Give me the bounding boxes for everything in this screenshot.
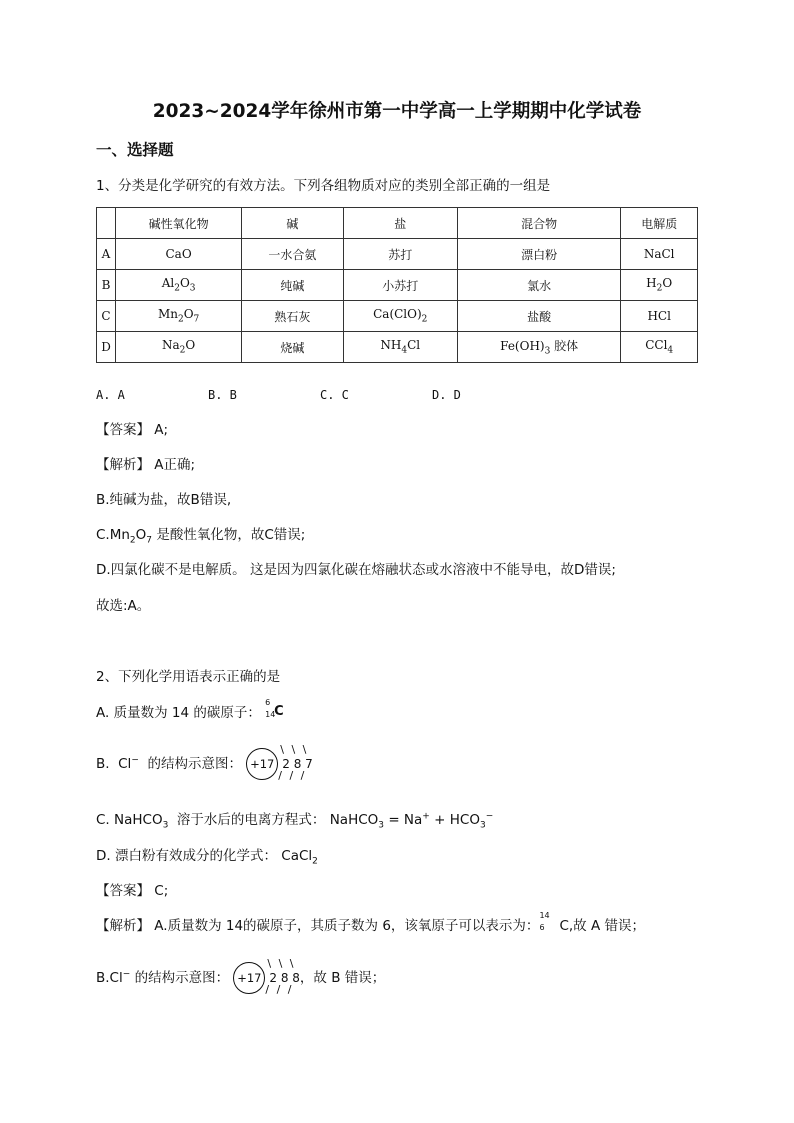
table-cell: HCl: [621, 301, 698, 332]
electron-shells: \ \ \ 2 8 7 / / /: [278, 743, 313, 782]
isotope-symbol: 6 14 C: [265, 698, 284, 719]
table-header-cell: 碱: [242, 208, 343, 239]
table-row: [97, 332, 698, 363]
option-text: 的结构示意图：: [147, 756, 242, 772]
table-cell: $Mn_2O_7$: [116, 301, 242, 332]
table-cell: $H_2O$: [621, 270, 698, 301]
analysis-line: 【解析】 A正确;: [96, 457, 196, 473]
nucleus: +17: [233, 962, 265, 994]
atom-structure-diagram: [246, 743, 313, 782]
table-cell: 一水合氨: [242, 239, 343, 270]
analysis-line: B.纯碱为盐，故B错误,: [96, 492, 232, 508]
table-cell: 熟石灰: [242, 301, 343, 332]
table-row: [97, 301, 698, 332]
option-d[interactable]: D. 漂白粉有效成分的化学式： CaCl$_2$: [96, 848, 318, 867]
table-cell: CCl$_4$: [621, 332, 698, 363]
table-cell: $NH_4Cl$: [343, 332, 457, 363]
nucleus: +17: [246, 748, 278, 780]
analysis-text: C,故 A 错误；: [559, 918, 645, 934]
atom-structure-diagram: [233, 957, 300, 996]
analysis-line: D.四氯化碳不是电解质。 这是因为四氯化碳在熔融状态或水溶液中不能导电，故D错误;: [96, 562, 616, 578]
option-d[interactable]: D. D: [432, 388, 461, 402]
table-header-row: [97, 208, 698, 239]
analysis-text: 的结构示意图：: [134, 970, 230, 986]
equation-text: = Na: [384, 812, 423, 828]
analysis-line: $C.Mn_2O_7$ 是酸性氧化物，故C错误;: [96, 527, 306, 546]
shell-counts: 2 8 8: [269, 971, 300, 985]
question-1-answer: 【答案】 A;: [96, 422, 169, 438]
option-c[interactable]: C. NaHCO$_3$ 溶于水后的电离方程式： NaHCO$_3$ = $Na^+ + HCO_3^-$: [96, 811, 494, 831]
row-label: C: [97, 301, 116, 332]
question-1-stem: 1、分类是化学研究的有效方法。下列各组物质对应的类别全部正确的一组是: [96, 178, 551, 194]
analysis-text: ，故 B 错误；: [299, 970, 386, 986]
analysis-line: 故选:A。: [96, 598, 151, 614]
section-heading: 一、选择题: [96, 141, 174, 159]
question-2-answer: 【答案】 C;: [96, 883, 169, 899]
question-2-stem: 2、下列化学用语表示正确的是: [96, 669, 281, 685]
shell-counts: 2 8 7: [282, 757, 313, 771]
table-header-cell: 盐: [343, 208, 457, 239]
row-label: A: [97, 239, 116, 270]
colloid-label: 胶体: [554, 339, 579, 354]
table-row: [97, 239, 698, 270]
option-text: 溶于水后的电离方程式： NaHCO: [176, 812, 379, 828]
option-b[interactable]: B. B: [208, 388, 237, 402]
table-cell: 烧碱: [242, 332, 343, 363]
isotope-symbol: 14 6: [539, 911, 550, 932]
analysis-line: B.Cl− 的结构示意图： +17 \ \ \ 2 8 8 / / / ，故 B 错误；: [96, 957, 386, 996]
table-header-cell: [97, 208, 116, 239]
page-title: 2023~2024学年徐州市第一中学高一上学期期中化学试卷: [152, 101, 642, 122]
option-b[interactable]: B. Cl− 的结构示意图： +17 \ \ \ 2 8 7 / / /: [96, 743, 313, 782]
table-cell: 盐酸: [457, 301, 620, 332]
table-cell: 漂白粉: [457, 239, 620, 270]
table-cell: $Al_2O_3$: [116, 270, 242, 301]
table-cell: $Fe(OH)_3$ 胶体: [457, 332, 620, 363]
table-cell: CaO: [116, 239, 242, 270]
row-label: D: [97, 332, 116, 363]
option-text: C. NaHCO: [96, 812, 163, 828]
analysis-line: [96, 911, 645, 935]
table-cell: NaCl: [621, 239, 698, 270]
option-a[interactable]: A. A: [96, 388, 125, 402]
option-a[interactable]: [96, 698, 285, 722]
option-text: D. 漂白粉有效成分的化学式： CaCl: [96, 848, 313, 864]
table-cell: 小苏打: [343, 270, 457, 301]
table-cell: 纯碱: [242, 270, 343, 301]
table-cell: $Ca(ClO)_2$: [343, 301, 457, 332]
table-header-cell: 碱性氧化物: [116, 208, 242, 239]
analysis-text: 是酸性氧化物，故C错误;: [156, 527, 306, 543]
table-cell: 苏打: [343, 239, 457, 270]
option-text: A. 质量数为 14 的碳原子：: [96, 705, 261, 721]
table-row: [97, 270, 698, 301]
table-header-cell: 电解质: [621, 208, 698, 239]
table-cell: $Na_2O$: [116, 332, 242, 363]
analysis-text: 【解析】 A.质量数为 14的碳原子，其质子数为 6，该氧原子可以表示为：: [96, 918, 540, 934]
classification-table: [96, 207, 698, 363]
option-c[interactable]: C. C: [320, 388, 349, 402]
electron-shells: \ \ \ 2 8 8 / / /: [265, 957, 300, 996]
question-1-options: [96, 384, 544, 403]
table-header-cell: 混合物: [457, 208, 620, 239]
table-cell: 氯水: [457, 270, 620, 301]
row-label: B: [97, 270, 116, 301]
formula-ccl4: CCl: [645, 338, 668, 353]
